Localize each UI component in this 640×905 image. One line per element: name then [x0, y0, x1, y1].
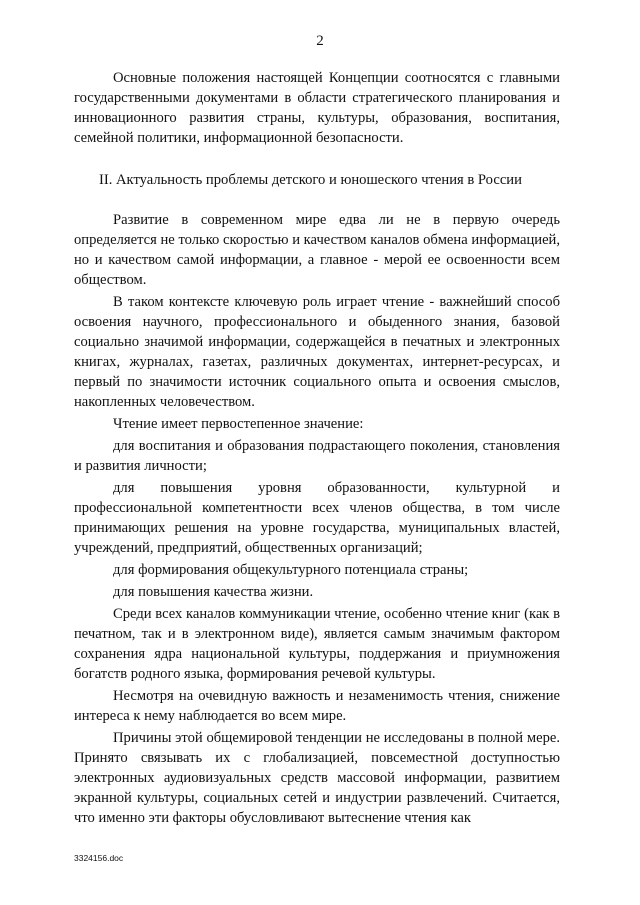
section-heading: II. Актуальность проблемы детского и юношеского чтения в России [99, 172, 522, 188]
page-number: 2 [316, 33, 324, 49]
paragraph-intro: Основные положения настоящей Концепции соотносятся с главными государственными документами в области стратегического планирования и инновационного развития страны, культуры, образования, воспитания, семейной политики, информационной безопасности. [74, 70, 560, 146]
paragraph: Развитие в современном мире едва ли не в первую очередь определяется не только скоростью и качеством каналов обмена информацией, но и качеством самой информации, а главное - мерой ее освоенности всем обществом. [74, 212, 560, 288]
paragraph: В таком контексте ключевую роль играет чтение - важнейший способ освоения научного, профессионального и обыденного знания, базовой социально значимой информации, содержащейся в печатных и электронных книгах, журналах, газетах, различных документах, интернет-ресурсах, и первый по значимости источник социального опыта и освоения смыслов, накопленных человечеством. [74, 294, 560, 410]
paragraph: Несмотря на очевидную важность и незаменимость чтения, снижение интереса к нему наблюдается во всем мире. [74, 688, 560, 724]
document-file-reference: 3324156.doc [74, 853, 124, 863]
list-item: для формирования общекультурного потенциала страны; [113, 562, 469, 578]
paragraph: Чтение имеет первостепенное значение: [113, 416, 364, 432]
paragraph: Причины этой общемировой тенденции не исследованы в полной мере. Принято связывать их с глобализацией, повсеместной доступностью электронных аудиовизуальных средств массовой информации, развитием экранной культуры, социальных сетей и индустрии развлечений. Считается, что именно эти факторы обусловливают вытеснение чтения как [74, 730, 560, 826]
document-body [74, 68, 560, 830]
list-item: для повышения качества жизни. [113, 584, 314, 600]
paragraph: Среди всех каналов коммуникации чтение, особенно чтение книг (как в печатном, так и в электронном виде), является самым значимым фактором сохранения ядра национальной культуры, поддержания и приумножения богатств родного языка, формирования речевой культуры. [74, 606, 560, 682]
list-item: для повышения уровня образованности, культурной и профессиональной компетентности всех членов общества, в том числе принимающих решения на уровне государства, муниципальных властей, учреждений, предприятий, общественных организаций; [74, 480, 560, 556]
list-item: для воспитания и образования подрастающего поколения, становления и развития личности; [74, 438, 560, 474]
